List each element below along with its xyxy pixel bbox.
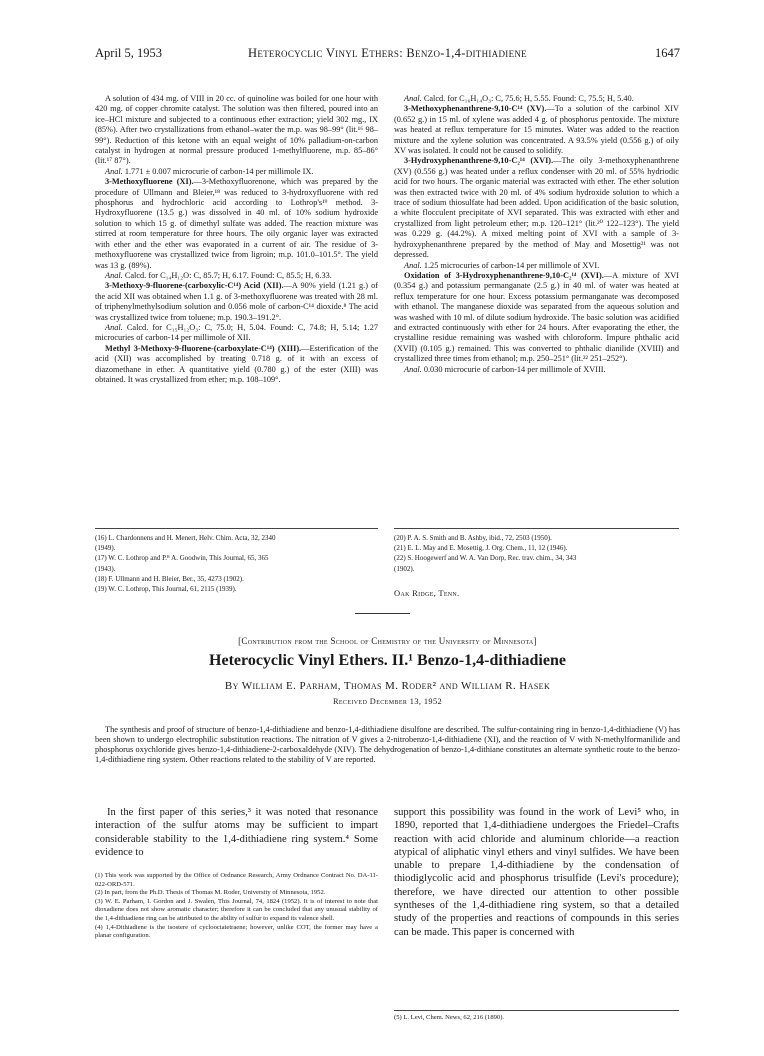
paragraph-text: —Esterification of the acid (XII) was accomplished by treating 0.718 g. of it with an excess of diazomethane in ether. A quantitative yield (0.780 g.) of the ester (XIII) was obtained. It was crystallized from ether; m.p. 108–109°. — [95, 343, 378, 384]
header-date: April 5, 1953 — [95, 46, 163, 60]
anal-text: 0.030 microcurie of carbon-14 per millimole of XVIII. — [421, 364, 606, 374]
paragraph-text: —The oily 3-methoxyphenanthrene (XV) (0.556 g.) was heated under a reflux condenser with 20 ml. of 55% hydriodic acid for two hours. The organic material was extracted with ether. The ether solution was then extracted twice with 20 ml. of 4% sodium hydroxide solution to which a trace of sodium thiosulfate had been added. Upon acidification of the basic solution, a white flocculent precipitate of XVI separated. This was extracted with ether and crystallized from light petroleum ether; m.p. 120–121° (lit.²⁰ 122–123°). The yield was 0.229 g. (44.2%). A mixed melting point of XVI with a sample of 3-hydroxyphenanthrene prepared by the method of May and Mosettig²¹ was not depressed. — [394, 156, 680, 260]
compound-heading: 3-Methoxy-9-fluorene-(carboxylic-C¹⁴) Acid (XII). — [105, 281, 284, 291]
institution-location: Oak Ridge, Tenn. — [394, 588, 460, 598]
paragraph — [95, 177, 378, 271]
paragraph — [95, 323, 378, 344]
paragraph — [394, 261, 679, 271]
paragraph-text: —To a solution of the carbinol XIV (0.652 g.) in 15 ml. of xylene was added 4 g. of phosphorus pentoxide. The mixture was heated at reflux temperature for 15 minutes. Water was added to the reaction mixture and the xylene solution was concentrated. A 93.5% yield (0.556 g.) of oily XV was isolated. It could not be caused to solidify. — [394, 104, 679, 156]
footnotes-left — [95, 533, 378, 594]
anal-label: Anal. — [404, 94, 422, 103]
anal-text: Calcd. for C₁₅H₁₂O₃: C, 75.0; H, 5.04. Found: C, 74.8; H, 5.14; 1.27 microcuries of carbon-14 per millimole of XII. — [95, 322, 378, 343]
paragraph: A solution of 434 mg. of VIII in 20 cc. of quinoline was boiled for one hour with 420 mg. of copper chromite catalyst. The solution was then filtered, poured into an ice–HCl mixture and subjected to a continuous ether extraction; yield 302 mg., IX (85%). After two crystallizations from ethanol–water the m.p. was 98–99° (lit.¹⁶ 98–99°). Reduction of this ketone with an equal weight of 10% palladium-on-carbon catalyst in hydrogen at normal pressure produced 1-methylfluorene, m.p. 85–86° (lit.¹⁷ 87°). — [95, 94, 378, 166]
left-text-column — [95, 94, 378, 385]
header-running-title: Heterocyclic Vinyl Ethers: Benzo-1,4-dithiadiene — [248, 46, 527, 60]
anal-label: Anal. — [105, 166, 123, 176]
anal-label: Anal. — [105, 270, 123, 280]
footnote: (19) W. C. Lothrop, This Journal, 61, 2115 (1939). — [95, 585, 237, 594]
footnote: (16) L. Chardonnens and H. Menert, Helv. Chim. Acta, 32, 2340 — [95, 534, 276, 542]
article-footnote-right — [394, 1014, 679, 1023]
compound-heading: Methyl 3-Methoxy-9-fluorene-(carboxylate-C¹⁴) (XIII). — [105, 343, 302, 353]
paragraph — [394, 104, 679, 156]
compound-heading: Oxidation of 3-Hydroxyphenanthrene-9,10-C₂¹⁴ (XVI). — [404, 270, 604, 280]
article-footnotes-left — [95, 872, 378, 941]
footnote-divider — [394, 528, 679, 529]
footnote: (4) 1,4-Dithiadiene is the isostere of cyclooctatetraene; however, unlike COT, the former may have a planar configuration. — [95, 923, 378, 940]
header-page-number: 1647 — [655, 46, 680, 60]
footnote: (3) W. E. Parham, I. Gordon and J. Swalen, This Journal, 74, 1824 (1952). It is of interest to note that dioxadiene does not show aromatic character; therefore it can be concluded that any unusual stability of the 1,4-dithiadiene ring can be attributed to the ability of sulfur to expand its valence shell. — [95, 897, 378, 922]
paragraph — [95, 167, 378, 177]
paragraph-text: —3-Methoxyfluorenone, which was prepared by the procedure of Ullmann and Bleier,¹⁸ was reduced to 3-hydroxyfluorene with red phosphorus and hydrochloric acid according to Lothrop's¹⁹ method. 3-Hydroxyfluorene (13.5 g.) was dissolved in 40 ml. of 10% sodium hydroxide solution to which 15 g. of dimethyl sulfate was added. The reaction mixture was stirred at room temperature for three hours. The oily organic layer was extracted with ether and the ether was evaporated in a current of air. The residue of 3-methoxyfluorene was crystallized twice from ligroin; m.p. 101.0–101.5°. The yield was 13 g. (89%). — [95, 177, 378, 270]
anal-label: Anal. — [404, 260, 422, 270]
footnote: (18) F. Ullmann and H. Bleier, Ber., 35, 4273 (1902). — [95, 574, 244, 583]
footnote: (22) S. Hoogewerf and W. A. Van Dorp, Rec. trav. chim., 34, 343 — [394, 554, 577, 563]
footnote: (1902). — [394, 564, 415, 573]
anal-text: Calcd. for C₁₆H₁₄O₃: C, 75.6; H, 5.55. Found: C, 75.5; H, 5.40. — [421, 94, 634, 103]
paragraph-text: —A 90% yield (1.21 g.) of the acid XII was obtained when 1.1 g. of 3-methoxyfluorene was treated with 28 ml. of triphenylmethylsodium solution and 0.056 mole of carbon-C¹⁴ dioxide.⁸ The acid was crystallized twice from toluene; m.p. 190.3–191.2°. — [95, 281, 378, 322]
anal-label: Anal. — [404, 364, 422, 374]
right-text-column — [394, 94, 679, 375]
footnote: (1) This work was supported by the Office of Ordnance Research, Army Ordnance Contract No. DA-11-022-ORD-571. — [95, 872, 378, 888]
body-text-right: support this possibility was found in the work of Levi⁵ who, in 1890, reported that 1,4-dithiadiene undergoes the Friedel–Crafts reaction with acid chloride and aluminum chloride—a reaction atypical of aliphatic vinyl ethers and vinyl sulfides. We have been unable to prepare 1,4-dithiadiene by the condensation of thiodiglycolic acid and phosphorus trisulfide (Levi's procedure); therefore, we have directed our attention to other possible syntheses of the 1,4-dithiadiene ring system, so that a detailed study of the properties and reactions of compounds in this series can be made. This paper is concerned with — [394, 807, 679, 938]
anal-text: 1.771 ± 0.007 microcurie of carbon-14 per millimole IX. — [122, 166, 314, 176]
footnote: (1949). — [95, 544, 116, 553]
received-date: Received December 13, 1952 — [332, 697, 443, 706]
anal-text: 1.25 microcuries of carbon-14 per millimole of XVI. — [421, 260, 600, 270]
compound-heading: 3-Hydroxyphenanthrene-9,10-C₂¹⁴ (XVI). — [404, 156, 554, 166]
article-separator — [355, 613, 410, 614]
anal-label: Anal. — [105, 322, 123, 332]
footnote: (1943). — [95, 564, 116, 573]
paragraph — [394, 271, 679, 365]
footnotes-right — [394, 533, 679, 574]
paragraph — [394, 94, 679, 104]
footnote: (5) L. Levi, Chem. News, 62, 216 (1890). — [394, 1014, 505, 1021]
running-header — [95, 46, 680, 62]
paragraph-text: —A mixture of XVI (0.354 g.) and potassium permanganate (2.5 g.) in 40 ml. of water was heated at reflux temperature for one hour. Excess potassium permanganate was decomposed with ethanol. The manganese dioxide was separated from the aqueous solution and was washed with 10 ml. of dilute sodium hydroxide. The basic solution was acidified and extracted continuously with ether for 24 hours. After evaporating the ether, the crystalline residue remaining was washed with chloroform. Impure phthalic acid (XVII) (0.105 g.) remained. This was converted to phthalic dianilide (XVIII) and crystallized three times from ethanol; m.p. 250–251° (lit.²² 251–252°). — [394, 270, 679, 364]
compound-heading: 3-Methoxyphenanthrene-9,10-C¹⁴ (XV). — [404, 104, 547, 114]
footnote: (20) P. A. S. Smith and B. Ashby, ibid., 72, 2503 (1950). — [394, 534, 552, 542]
paragraph — [95, 281, 378, 323]
contribution-line: [Contribution from the School of Chemistry of the University of Minnesota] — [238, 636, 537, 646]
footnote-divider — [95, 528, 378, 529]
footnote-divider — [394, 1010, 679, 1011]
abstract: The synthesis and proof of structure of benzo-1,4-dithiadiene and benzo-1,4-dithiadiene disulfone are described. The sulfur-containing ring in benzo-1,4-dithiadiene (V) has been shown to undergo electrophilic substitution reactions. The nitration of V gives a 2-nitrobenzo-1,4-dithiadiene (XI), and the reaction of V with N-methylformanilide and phosphorus oxychloride gives benzo-1,4-dithiadiene-2-carboxaldehyde (XIV). The dehydrogenation of benzo-1,4-dithiane constitutes an alternate synthetic route to the benzo-1,4-dithiadiene ring system. Other reactions related to the stability of V are reported. — [95, 725, 680, 765]
paragraph — [95, 271, 378, 281]
footnote: (17) W. C. Lothrop and P.ᴿ A. Goodwin, This Journal, 65, 365 — [95, 554, 269, 563]
paragraph — [95, 344, 378, 386]
author-line: By William E. Parham, Thomas M. Roder² and William R. Hasek — [224, 680, 551, 692]
anal-text: Calcd. for C₁₄H₁₂O: C, 85.7; H, 6.17. Found: C, 85.5; H, 6.33. — [122, 270, 332, 280]
paragraph — [394, 365, 679, 375]
footnote: (2) In part, from the Ph.D. Thesis of Thomas M. Roder, University of Minnesota, 1952. — [95, 889, 326, 897]
paragraph — [394, 156, 679, 260]
body-text-left: In the first paper of this series,³ it was noted that resonance interaction of the sulfur atoms may be sufficient to impart considerable stability to the 1,4-dithiadiene ring system.⁴ Some evidence to — [95, 807, 378, 858]
footnote: (21) E. L. May and E. Mosettig, J. Org. Chem., 11, 12 (1946). — [394, 544, 568, 553]
compound-heading: 3-Methoxyfluorene (XI). — [105, 177, 194, 187]
article-title: Heterocyclic Vinyl Ethers. II.¹ Benzo-1,4-dithiadiene — [209, 652, 566, 669]
